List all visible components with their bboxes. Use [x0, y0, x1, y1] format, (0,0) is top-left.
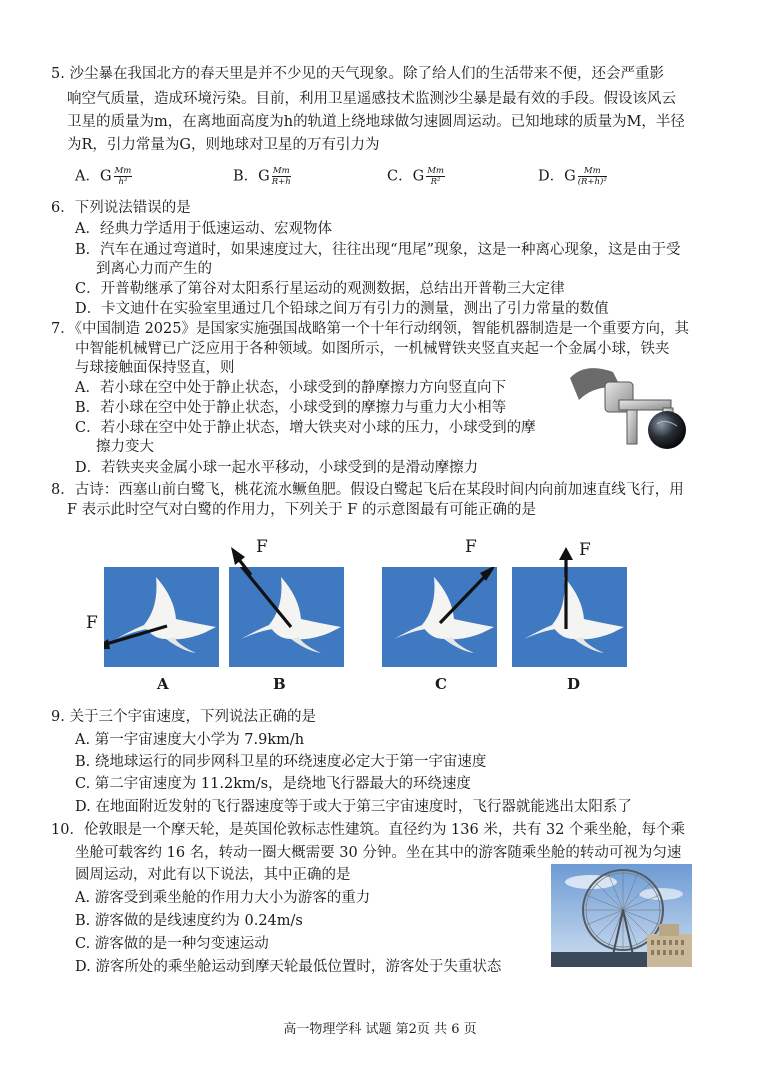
q7-line-1: 7．《中国制造 2025》是国家实施强国战略第一个十年行动纲领，智能机器制造是一个重要方向，其	[51, 321, 689, 337]
q10-line-1: 10．伦敦眼是一个摩天轮，是英国伦敦标志性建筑。直径约为 136 米，共有 32 个乘坐舱，每个乘	[51, 822, 686, 838]
force-label-d: F	[579, 540, 591, 560]
q7-option-d: D．若铁夹夹金属小球一起水平移动，小球受到的是滑动摩擦力	[75, 460, 479, 476]
q6-stem: 6．下列说法错误的是	[51, 200, 191, 216]
q7-option-a: A．若小球在空中处于静止状态，小球受到的静摩擦力方向竖直向下	[75, 380, 506, 396]
q7-line-2: 中智能机械臂已广泛应用于各种领域。如图所示，一机械臂铁夹竖直夹起一个金属小球，铁夹	[75, 341, 670, 357]
q5-line-2: 响空气质量，造成环境污染。目前，利用卫星遥感技术监测沙尘暴是最有效的手段。假设该风云	[67, 91, 676, 107]
q10-line-2: 坐舱可载客约 16 名，转动一圈大概需要 30 分钟。坐在其中的游客随乘坐舱的转动可视为匀速	[75, 845, 682, 861]
q5-line-4: 为R，引力常量为G，则地球对卫星的万有引力为	[67, 137, 380, 153]
panel-label-c: C	[435, 675, 447, 693]
q7-option-c: C．若小球在空中处于静止状态，增大铁夹对小球的压力，小球受到的摩	[75, 420, 536, 436]
q6-option-c: C．开普勒继承了第谷对太阳系行星运动的观测数据，总结出开普勒三大定律	[75, 281, 565, 297]
force-arrowhead-d	[556, 546, 576, 572]
robot-arm-figure	[565, 360, 700, 460]
force-label-a: F	[86, 613, 98, 633]
q10-line-3: 圆周运动，对此有以下说法，其中正确的是	[75, 867, 351, 883]
q10-option-c: C. 游客做的是一种匀变速运动	[75, 936, 269, 952]
q5-option-a: A．G $\frac{Mm}{\text{h²}}$	[75, 166, 132, 187]
egret-photo-c	[382, 567, 497, 667]
page-footer: 高一物理学科 试题 第2页 共 6 页	[283, 1022, 477, 1037]
q9-stem: 9. 关于三个宇宙速度，下列说法正确的是	[51, 709, 316, 725]
london-eye-photo	[551, 864, 692, 967]
q7-option-c-cont: 擦力变大	[96, 439, 154, 455]
q9-option-a: A. 第一宇宙速度大小学为 7.9km/h	[75, 732, 305, 748]
force-arrowhead-b	[227, 545, 257, 585]
q5-option-b: B．G $\frac{Mm}{R+h}$	[233, 166, 291, 187]
egret-photo-a	[104, 567, 219, 667]
force-label-b: F	[256, 537, 268, 557]
egret-photo-d	[512, 567, 627, 667]
q6-option-b-cont: 到离心力而产生的	[96, 261, 212, 277]
q5-line-1: 5. 沙尘暴在我国北方的春天里是并不少见的天气现象。除了给人们的生活带来不便，还会严重影	[51, 66, 664, 82]
q5-option-c: C．G $\frac{Mm}{\text{R²}}$	[387, 166, 444, 187]
q10-option-a: A. 游客受到乘坐舱的作用力大小为游客的重力	[75, 890, 371, 906]
q6-option-b: B．汽车在通过弯道时，如果速度过大，往往出现“甩尾”现象，这是一种离心现象，这是由于受	[75, 242, 681, 258]
q5-option-d: D．G $\frac{Mm}{\text{(R+h)²}}$	[538, 166, 607, 187]
q9-option-b: B. 绕地球运行的同步网科卫星的环绕速度必定大于第一宇宙速度	[75, 754, 487, 770]
q8-line-1: 8．古诗：西塞山前白鹭飞，桃花流水鳜鱼肥。假设白鹭起飞后在某段时间内向前加速直线飞行，用	[51, 482, 684, 498]
q7-line-3: 与球接触面保持竖直，则	[75, 360, 235, 376]
force-label-c: F	[465, 537, 477, 557]
q9-option-c: C. 第二宇宙速度为 11.2km/s，是绕地飞行器最大的环绕速度	[75, 776, 472, 792]
q10-option-b: B. 游客做的是线速度约为 0.24m/s	[75, 913, 303, 929]
q9-option-d: D. 在地面附近发射的飞行器速度等于或大于第三宇宙速度时，飞行器就能逃出太阳系了	[75, 799, 632, 815]
q6-option-d: D．卡文迪什在实验室里通过几个铅球之间万有引力的测量，测出了引力常量的数值	[75, 301, 609, 317]
q10-option-d: D. 游客所处的乘坐舱运动到摩天轮最低位置时，游客处于失重状态	[75, 959, 502, 975]
panel-label-a: A	[157, 675, 169, 693]
q8-line-2: F 表示此时空气对白鹭的作用力，下列关于 F 的示意图最有可能正确的是	[67, 502, 536, 518]
q6-option-a: A．经典力学适用于低速运动、宏观物体	[75, 221, 332, 237]
q5-line-3: 卫星的质量为m，在离地面高度为h的轨道上绕地球做匀速圆周运动。已知地球的质量为M，半径	[67, 114, 685, 130]
q7-option-b: B．若小球在空中处于静止状态，小球受到的摩擦力与重力大小相等	[75, 400, 507, 416]
panel-label-b: B	[273, 675, 286, 693]
panel-label-d: D	[567, 675, 581, 693]
